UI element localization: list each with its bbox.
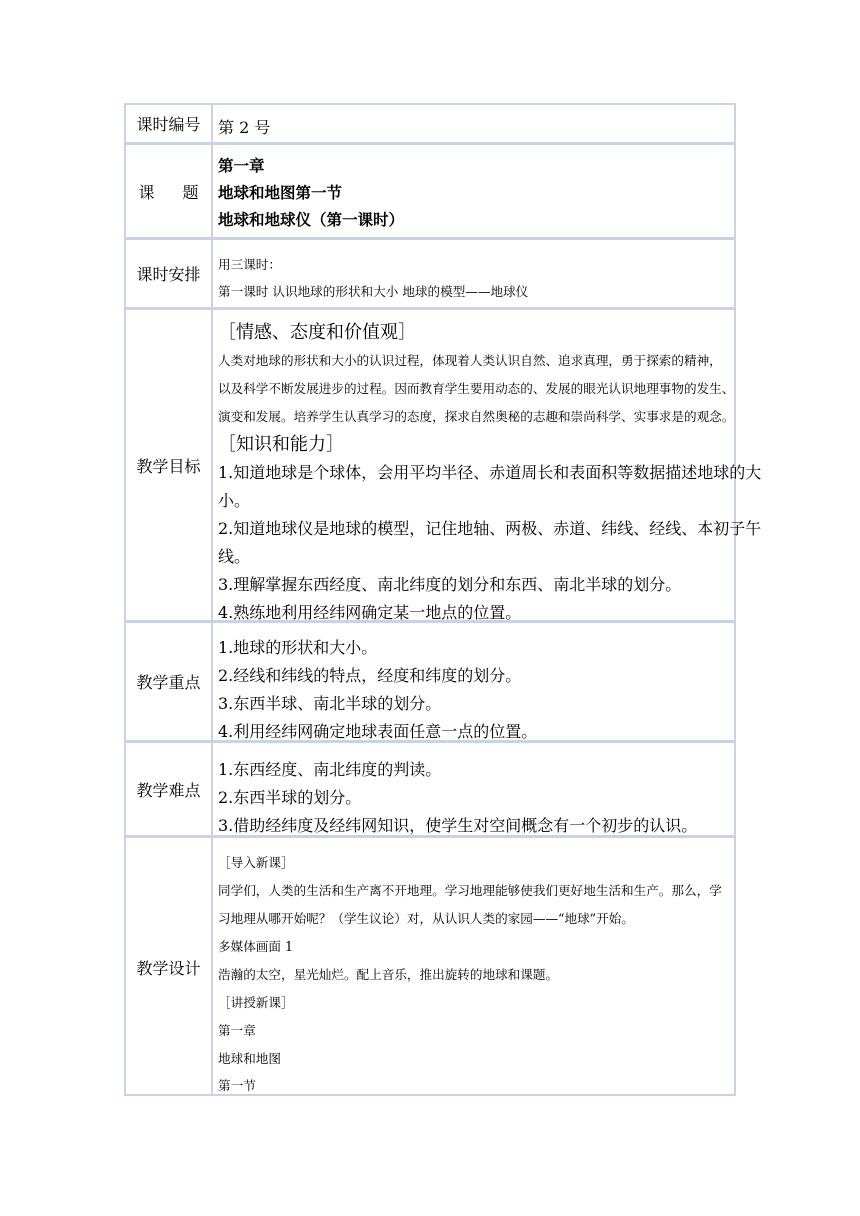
focus-item-2: 2.经线和纬线的特点，经度和纬度的划分。 bbox=[218, 666, 522, 685]
title-line-2: 地球和地图第一节 bbox=[218, 184, 343, 202]
lesson-code-text: 第 2 号 bbox=[218, 118, 271, 137]
goals-heading-knowledge: ［知识和能力］ bbox=[218, 434, 344, 455]
design-line-2: 同学们，人类的生活和生产离不开地理。学习地理能够使我们更好地生活和生产。那么，学 bbox=[218, 883, 722, 898]
value-lesson-code bbox=[213, 105, 734, 142]
goals-para-line-3: 演变和发展。培养学生认真学习的态度，探求自然奥秘的志趣和崇尚科学、实事求是的观念。 bbox=[218, 409, 735, 424]
label-title-char-1: 课 bbox=[138, 182, 155, 202]
difficulty-item-1: 1.东西经度、南北纬度的判读。 bbox=[218, 760, 442, 779]
row-design bbox=[126, 838, 734, 1096]
goals-para-line-2: 以及科学不断发展进步的过程。因而教育学生要用动态的、发展的眼光认识地理事物的发生、 bbox=[218, 381, 735, 396]
row-lesson-code bbox=[126, 105, 734, 145]
design-line-1: ［导入新课］ bbox=[218, 855, 294, 870]
value-design bbox=[213, 838, 734, 1096]
value-lesson-title bbox=[213, 145, 734, 237]
design-line-4: 多媒体画面 1 bbox=[218, 939, 293, 954]
lesson-plan-table bbox=[124, 103, 762, 1096]
row-focus bbox=[126, 623, 734, 743]
design-line-6: ［讲授新课］ bbox=[218, 995, 294, 1010]
goals-item-1a: 1.知道地球是个球体，会用平均半径、赤道周长和表面积等数据描述地球的大 bbox=[218, 463, 762, 482]
goals-item-3: 3.理解掌握东西经度、南北纬度的划分和东西、南北半球的划分。 bbox=[218, 575, 682, 594]
difficulty-item-2: 2.东西半球的划分。 bbox=[218, 788, 362, 807]
row-difficulty bbox=[126, 743, 734, 838]
label-design: 教学设计 bbox=[126, 838, 213, 1096]
design-line-9: 第一节 bbox=[218, 1078, 256, 1093]
label-lesson-code: 课时编号 bbox=[126, 105, 213, 142]
row-goals bbox=[126, 310, 762, 623]
row-schedule bbox=[126, 240, 734, 310]
difficulty-item-3: 3.借助经纬度及经纬网知识，使学生对空间概念有一个初步的认识。 bbox=[218, 816, 698, 835]
focus-item-1: 1.地球的形状和大小。 bbox=[218, 638, 378, 657]
title-line-1: 第一章 bbox=[218, 157, 265, 175]
design-line-5: 浩瀚的太空，星光灿烂。配上音乐，推出旋转的地球和课题。 bbox=[218, 967, 559, 982]
label-title-char-2: 题 bbox=[182, 182, 199, 202]
design-line-3: 习地理从哪开始呢？（学生议论）对，从认识人类的家园——“地球”开始。 bbox=[218, 911, 634, 926]
value-goals bbox=[213, 310, 762, 622]
design-line-8: 地球和地图 bbox=[218, 1051, 281, 1066]
focus-item-3: 3.东西半球、南北半球的划分。 bbox=[218, 694, 442, 713]
goals-heading-attitude: ［情感、态度和价值观］ bbox=[218, 322, 416, 343]
value-focus bbox=[213, 623, 734, 740]
label-focus: 教学重点 bbox=[126, 623, 213, 740]
label-difficulty: 教学难点 bbox=[126, 743, 213, 835]
value-schedule bbox=[213, 240, 734, 307]
schedule-line-1: 用三课时： bbox=[218, 257, 281, 272]
schedule-line-2: 第一课时 认识地球的形状和大小 地球的模型——地球仪 bbox=[218, 284, 529, 299]
label-lesson-title bbox=[126, 145, 213, 237]
value-difficulty bbox=[213, 743, 734, 835]
goals-para-line-1: 人类对地球的形状和大小的认识过程，体现着人类认识自然、追求真理，勇于探索的精神， bbox=[218, 353, 722, 368]
title-line-3: 地球和地球仪（第一课时） bbox=[218, 211, 405, 229]
row-lesson-title bbox=[126, 145, 734, 240]
goals-item-2a: 2.知道地球仪是地球的模型，记住地轴、两极、赤道、纬线、经线、本初子午 bbox=[218, 519, 762, 538]
goals-item-2b: 线。 bbox=[218, 547, 251, 566]
focus-item-4: 4.利用经纬网确定地球表面任意一点的位置。 bbox=[218, 722, 538, 741]
design-line-7: 第一章 bbox=[218, 1023, 256, 1038]
label-goals: 教学目标 bbox=[126, 310, 213, 620]
goals-item-4: 4.熟练地利用经纬网确定某一地点的位置。 bbox=[218, 603, 522, 622]
goals-item-1b: 小。 bbox=[218, 491, 251, 510]
label-schedule: 课时安排 bbox=[126, 240, 213, 307]
